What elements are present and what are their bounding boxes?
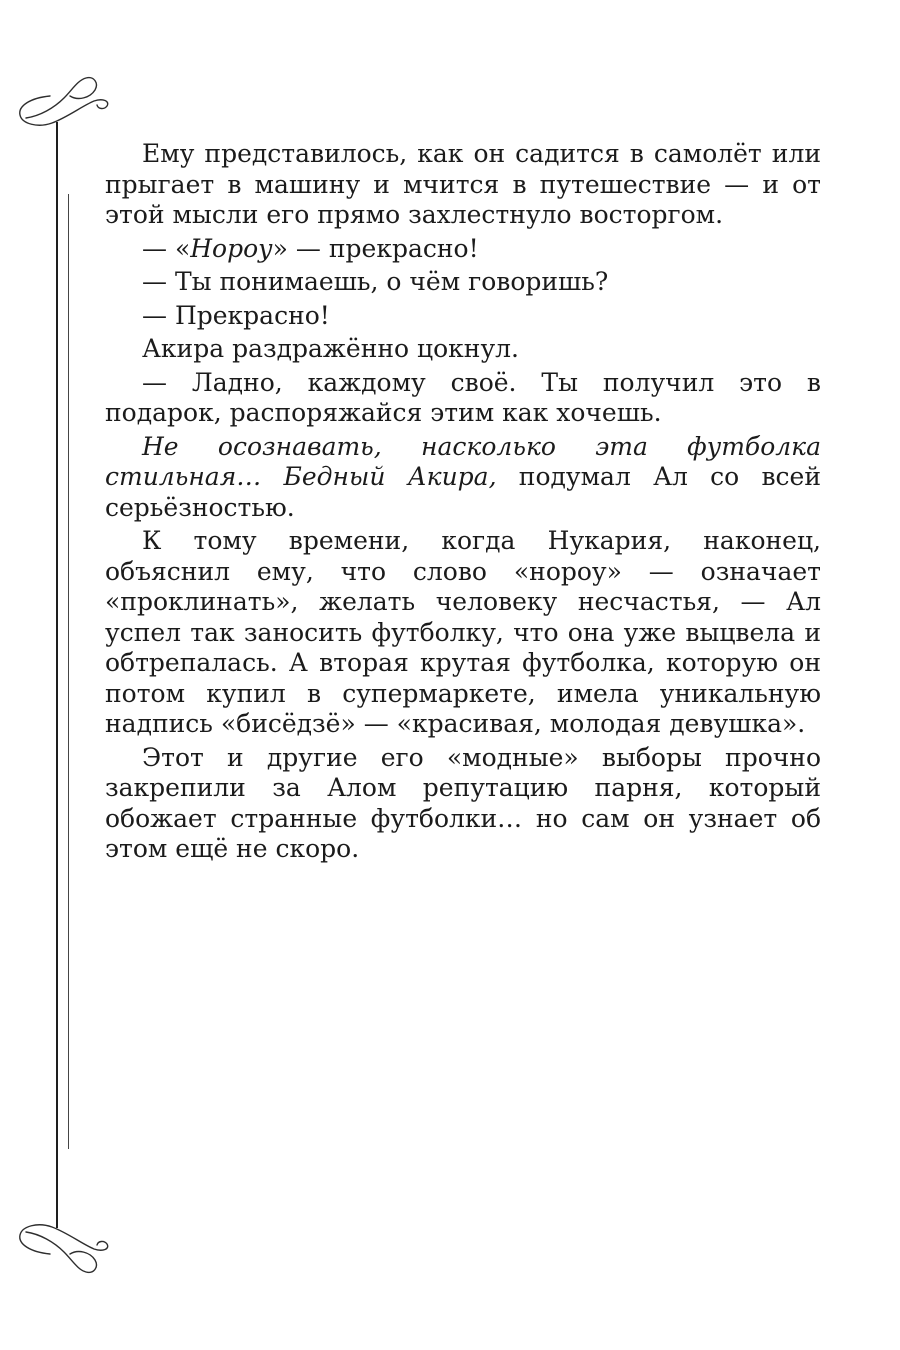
text-run: К тому времени, когда Нукария, наконец, объяснил ему, что слово «нороу» — означает «проклинать», желать человеку несчастья, — Ал успел так заносить футболку, что она уже выцвела и обтрепалась. А вторая крутая футболка, которую он потом купил в супермаркете, имела уникальную надпись «бисёдзё» — «красивая, молодая девушка». (105, 526, 821, 738)
paragraph (105, 743, 821, 865)
paragraph (105, 301, 821, 332)
paragraph (105, 234, 821, 265)
paragraph (105, 368, 821, 429)
text-run: Акира раздражённо цокнул. (142, 334, 519, 363)
paragraph (105, 139, 821, 231)
flourish-ornament-bottom (10, 1210, 120, 1280)
text-run: Ему представилось, как он садится в самолёт или прыгает в машину и мчится в путешествие — и от этой мысли его прямо захлестнуло восторгом. (105, 139, 821, 229)
vertical-rule-inner (68, 194, 69, 1149)
paragraph (105, 526, 821, 740)
paragraph (105, 432, 821, 524)
italic-text-run: Нороу (190, 233, 273, 263)
text-run: — Прекрасно! (142, 300, 330, 330)
paragraph (105, 267, 821, 298)
italic-text-run: Не осознавать, насколько эта футболка стильная… Бедный Акира, (105, 431, 821, 491)
vertical-rule-outer (56, 122, 58, 1228)
text-run: » — прекрасно! (272, 233, 479, 263)
text-run: — « (142, 233, 191, 263)
text-run: — Ладно, каждому своё. Ты получил это в подарок, распоряжайся этим как хочешь. (105, 367, 821, 427)
flourish-ornament-top (10, 70, 120, 140)
text-block (105, 139, 821, 865)
text-run: Этот и другие его «модные» выборы прочно закрепили за Алом репутацию парня, который обожает странные футболки… но сам он узнает об этом ещё не скоро. (105, 742, 821, 863)
text-run: подумал Ал со всей серьёзностью. (105, 462, 821, 522)
text-run: — Ты понимаешь, о чём говоришь? (142, 267, 609, 296)
paragraph (105, 334, 821, 365)
